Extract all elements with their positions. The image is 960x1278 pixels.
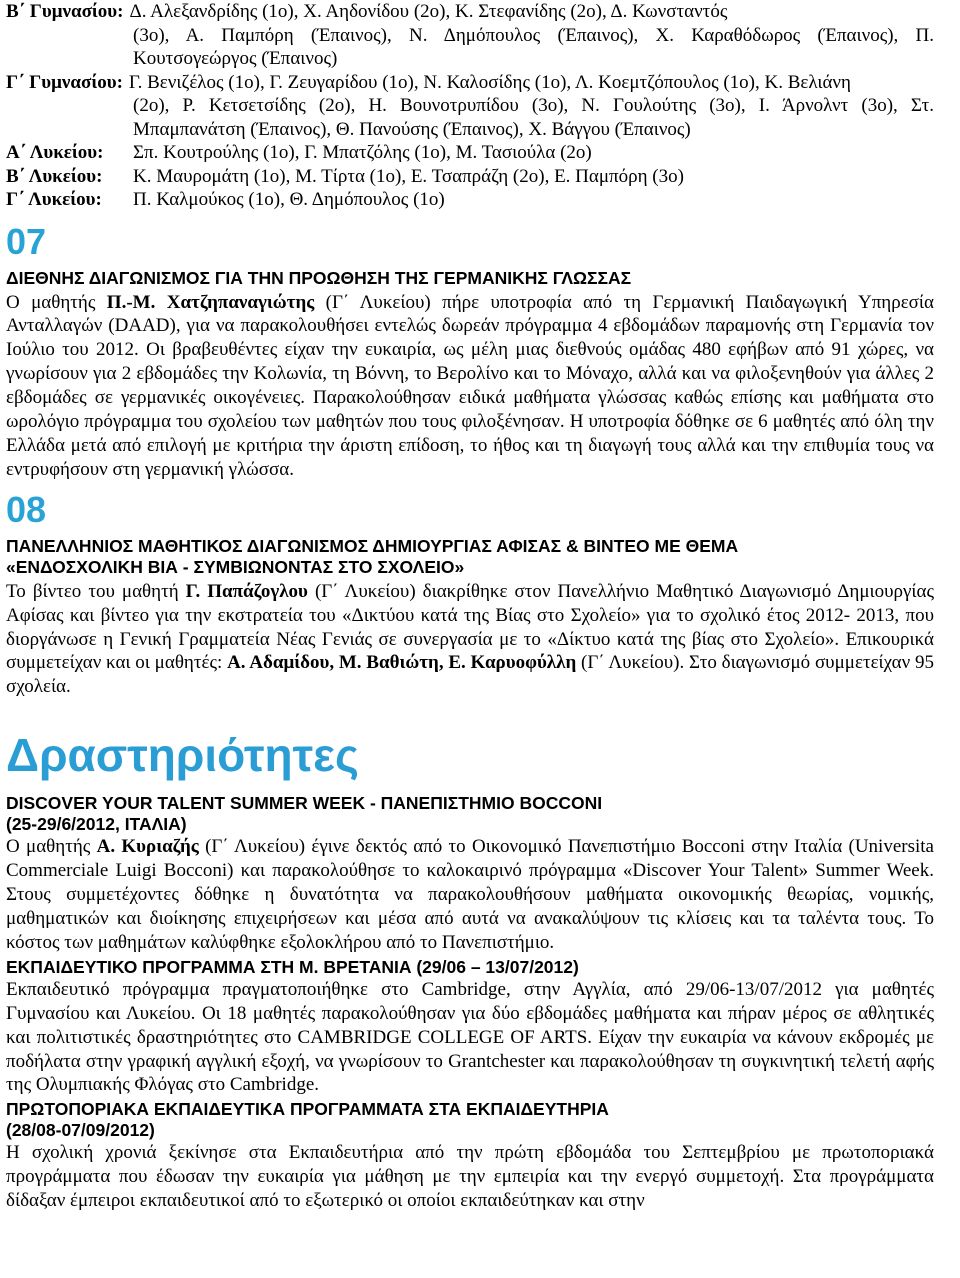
- discover-student-name: Α. Κυριαζής: [96, 836, 199, 858]
- award-c-lyk-names: Π. Καλμούκος (1ο), Θ. Δημόπουλος (1ο): [133, 189, 445, 210]
- document-page: [6, 0, 934, 1213]
- section-07: [6, 222, 934, 482]
- pioneer-programs-paragraph: Η σχολική χρονιά ξεκίνησε στα Εκπαιδευτήρια από την πρώτη εβδομάδα του Σεπτεμβρίου με πρωτοποριακά προγράμματα που έδωσαν την ευκαιρία για μάθηση με την εμπειρία και την ενεργό συμμετοχή. Στα προγράμματα δίδαξαν έμπειροι εκπαιδευτικοί από το εξωτερικό οι οποίοι εκπαιδεύτηκαν και στην: [6, 1142, 934, 1212]
- discover-heading-1: DISCOVER YOUR TALENT SUMMER WEEK - ΠΑΝΕΠΙΣΤΗΜΙΟ BOCCONI: [6, 793, 603, 814]
- section-08-other-students: Α. Αδαμίδου, Μ. Βαθιώτη, Ε. Καρυοφύλλη: [227, 652, 577, 674]
- award-c-lyk-label: Γ΄ Λυκείου:: [6, 189, 102, 210]
- section-07-paragraph: [6, 291, 934, 482]
- award-a-lyk-label: Α΄ Λυκείου:: [6, 142, 104, 163]
- uk-program-heading: ΕΚΠΑΙΔΕΥΤΙΚΟ ΠΡΟΓΡΑΜΜΑ ΣΤΗ Μ. ΒΡΕΤΑΝΙΑ (29/06 – 13/07/2012): [6, 956, 579, 977]
- award-c-gym-line3: Μπαμπανάτση (Έπαινος), Θ. Πανούσης (Έπαινος), Χ. Βάγγου (Έπαινος): [133, 118, 691, 140]
- activities-section: [6, 729, 934, 1213]
- discover-paragraph: [6, 835, 934, 955]
- award-c-gym-line2: (2ο), Ρ. Κετσετσίδης (2ο), Η. Βουνοτρυπίδου (3ο), Ν. Γουλούτης (3ο), Ι. Άρνολντ (3ο), Στ.: [133, 95, 934, 116]
- pioneer-programs-heading-2: (28/08-07/09/2012): [6, 1120, 155, 1141]
- award-b-lyk-label: Β΄ Λυκείου:: [6, 165, 103, 187]
- award-b-lyk: [6, 165, 934, 189]
- discover-text-start: Ο μαθητής: [6, 836, 97, 858]
- award-list: [6, 0, 934, 212]
- section-08-student-name: Γ. Παπάζογλου: [185, 580, 308, 602]
- section-07-text-start: Ο μαθητής: [6, 291, 107, 313]
- section-08-heading-2: «ΕΝΔΟΣΧΟΛΙΚΗ ΒΙΑ - ΣΥΜΒΙΩΝΟΝΤΑΣ ΣΤΟ ΣΧΟΛΕΙΟ»: [6, 556, 465, 577]
- award-a-lyk-names: Σπ. Κουτρούλης (1ο), Γ. Μπατζόλης (1ο), Μ. Τασιούλα (2ο): [133, 142, 592, 163]
- section-08-text-start: Το βίντεο του μαθητή: [6, 580, 186, 602]
- pioneer-programs-heading-1: ΠΡΩΤΟΠΟΡΙΑΚΑ ΕΚΠΑΙΔΕΥΤΙΚΑ ΠΡΟΓΡΑΜΜΑΤΑ ΣΤΑ ΕΚΠΑΙΔΕΥΤΗΡΙΑ: [6, 1099, 609, 1120]
- award-c-lyk: [6, 188, 934, 212]
- award-b-gym-line2: (3ο), Α. Παμπόρη (Έπαινος), Ν. Δημόπουλος (Έπαινος), Χ. Καραθόδωρος (Έπαινος), Π.: [133, 24, 934, 46]
- uk-program-paragraph: Εκπαιδευτικό πρόγραμμα πραγματοποιήθηκε στο Cambridge, στην Αγγλία, από 29/06-13/07/2012 για μαθητές Γυμνασίου και Λυκείου. Οι 18 μαθητές παρακολούθησαν για δύο εβδομάδες μαθήματα και πήραν μέρος σε αθλητικές και πολιτιστικές δραστηριότητες στο CAMBRIDGE COLLEGE OF ARTS. Είχαν την ευκαιρία να κάνουν εκδρομές με ποδήλατα στην γραφική αγγλική εξοχή, να γνωρίσουν το Grantchester και παρακολούθησαν τη συγκινητική τελετή αφής της Ολυμπιακής Φλόγας στο Cambridge.: [6, 978, 934, 1096]
- section-08-text-end: (Γ΄ Λυκείου). Στο διαγωνισμό συμμετείχαν 95 σχολεία.: [6, 652, 934, 698]
- award-c-gym-label: Γ΄ Γυμνασίου:: [6, 71, 123, 93]
- award-c-gym: [6, 71, 934, 95]
- discover-text-body: (Γ΄ Λυκείου) έγινε δεκτός από το Οικονομικό Πανεπιστήμιο Bocconi στην Ιταλία (Universita Commerciale Luigi Bocconi) και παρακολούθησε το καλοκαιρινό πρόγραμμα «Discover Your Talent» Summer Week. Στους συμμετέχοντες δόθηκε η δυνατότητα να παρακολουθήσουν μαθήματα οικονομικής θεωρίας, νομικής, μαθηματικών και διοίκησης επιχειρήσεων και μέσα από αυτά να ανακαλύψουν τις κλίσεις και τα ταλέντα τους. Το κόστος των μαθημάτων καλύφθηκε εξολοκλήρου από το Πανεπιστήμιο.: [6, 836, 934, 953]
- award-b-gym-line3: Κουτσογεώργος (Έπαινος): [133, 48, 338, 69]
- section-08-paragraph: [6, 580, 934, 700]
- award-b-lyk-names: Κ. Μαυρομάτη (1ο), Μ. Τίρτα (1ο), Ε. Τσαπράζη (2ο), Ε. Παμπόρη (3ο): [133, 165, 684, 187]
- section-07-text-body: (Γ΄ Λυκείου) πήρε υποτροφία από τη Γερμανική Παιδαγωγική Υπηρεσία Ανταλλαγών (DAAD), για να παρακολουθήσει εντελώς δωρεάν πρόγραμμα 4 εβδομάδων παραμονής στη Γερμανία τον Ιούλιο του 2012. Οι βραβευθέντες είχαν την ευκαιρία, ως μέλη μιας διεθνούς ομάδας 480 εφήβων από 91 χώρες, να γνωρίσουν για 2 εβδομάδες την Κολωνία, τη Βόννη, το Βερολίνο και το Μόναχο, αλλά και να φιλοξενηθούν για άλλες 2 εβδομάδες σε γερμανικές οικογένειες. Παρακολούθησαν ειδικά μαθήματα γλώσσας καθώς επίσης και μαθήματα στο ωρολόγιο πρόγραμμα του σχολείου των μαθητών που τους φιλοξένησαν. Η υποτροφία δόθηκε σε 6 μαθητές από όλη την Ελλάδα μετά από επιλογή με κριτήρια την άριστη επίδοση, το ήθος και τη διαγωγή τους αλλά και την επιθυμία τους να εντρυφήσουν στη γερμανική γλώσσα.: [6, 291, 934, 480]
- award-b-gym-line1: Δ. Αλεξανδρίδης (1ο), Χ. Αηδονίδου (2ο), Κ. Στεφανίδης (2ο), Δ. Κωνσταντός: [129, 1, 728, 22]
- section-08-heading-1: ΠΑΝΕΛΛΗΝΙΟΣ ΜΑΘΗΤΙΚΟΣ ΔΙΑΓΩΝΙΣΜΟΣ ΔΗΜΙΟΥΡΓΙΑΣ ΑΦΙΣΑΣ & ΒΙΝΤΕΟ ΜΕ ΘΕΜΑ: [6, 535, 739, 556]
- section-07-student-name: Π.-Μ. Χατζηπαναγιώτης: [106, 291, 315, 313]
- section-08: [6, 490, 934, 700]
- award-b-gym: [6, 0, 934, 24]
- award-b-gym-label: Β΄ Γυμνασίου:: [6, 1, 124, 22]
- award-c-gym-line1: Γ. Βενιζέλος (1ο), Γ. Ζευγαρίδου (1ο), Ν. Καλοσίδης (1ο), Λ. Κοεμτζόπουλος (1ο), Κ. Βελιάνη: [128, 71, 851, 93]
- section-08-number: 08: [6, 488, 47, 530]
- activities-title: Δραστηριότητες: [6, 729, 359, 782]
- award-a-lyk: [6, 141, 934, 165]
- section-08-text-body: (Γ΄ Λυκείου) διακρίθηκε στον Πανελλήνιο Μαθητικό Διαγωνισμό Δημιουργίας Αφίσας και βίντεο για την εκστρατεία του «Δικτύου κατά της Βίας στο Σχολείο» για το σχολικό έτος 2012- 2013, που διοργάνωσε η Γενική Γραμματεία Νέας Γενιάς σε συνεργασία με το «Δίκτυο κατά της βίας στο Σχολείο». Επικουρικά συμμετείχαν και οι μαθητές:: [6, 580, 935, 674]
- section-07-heading: ΔΙΕΘΝΗΣ ΔΙΑΓΩΝΙΣΜΟΣ ΓΙΑ ΤΗΝ ΠΡΟΩΘΗΣΗ ΤΗΣ ΓΕΡΜΑΝΙΚΗΣ ΓΛΩΣΣΑΣ: [6, 267, 632, 288]
- section-07-number: 07: [6, 220, 47, 262]
- discover-heading-2: (25-29/6/2012, ΙΤΑΛΙΑ): [6, 814, 187, 835]
